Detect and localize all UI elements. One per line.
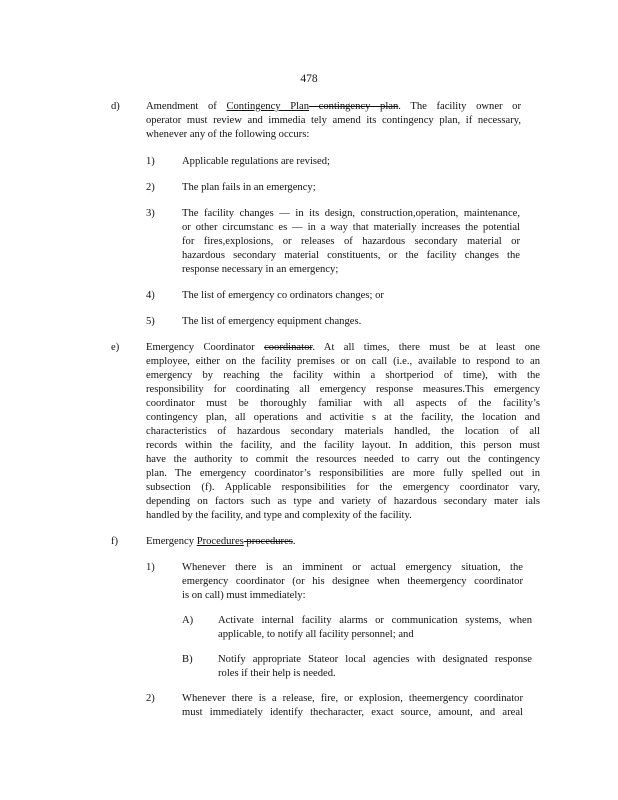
item-f-2: [182, 692, 523, 720]
paragraph-e-line: depending on factors such as type and variety of hazardous secondary mater ials: [146, 496, 540, 507]
item-d-3-line: hazardous secondary material constituents, or the facility changes the: [182, 250, 520, 261]
paragraph-e-line: emergency by reaching the facility within a shortperiod of time), with the: [146, 370, 540, 381]
item-label-d: d): [111, 101, 120, 112]
paragraph-e-line: contingency plan, all operations and activitie s at the facility, the location and: [146, 412, 540, 423]
subitem-label-b: B): [182, 654, 193, 665]
item-f-1-line: Whenever there is an imminent or actual emergency situation, the: [182, 562, 523, 573]
page-number: 478: [300, 73, 318, 85]
paragraph-e: [146, 341, 540, 523]
item-label-f: f): [111, 536, 119, 547]
item-f-2-line: must immediately identify thecharacter, exact source, amount, and areal: [182, 707, 523, 718]
item-label-d-3: 3): [146, 208, 155, 219]
paragraph-d: [146, 100, 521, 142]
paragraph-e-line: responsibility for coordinating all emergency response measures.This emergency: [146, 384, 540, 395]
paragraph-f-heading: Emergency Procedures procedures.: [146, 536, 296, 547]
item-d-5-line: The list of emergency equipment changes.: [182, 316, 362, 327]
item-f-1: [182, 561, 523, 603]
subitem-b-line: Notify appropriate Stateor local agencies with designated response: [218, 654, 532, 665]
subitem-a-line: applicable, to notify all facility personnel; and: [218, 629, 414, 640]
item-label-d-5: 5): [146, 316, 155, 327]
item-f-1-line: is on call) must immediately:: [182, 590, 306, 601]
item-d-1-line: Applicable regulations are revised;: [182, 156, 330, 167]
subitem-a-line: Activate internal facility alarms or communication systems, when: [218, 615, 532, 626]
item-label-d-1: 1): [146, 156, 155, 167]
item-d-2: [182, 181, 316, 195]
item-label-d-2: 2): [146, 182, 155, 193]
item-d-4: [182, 289, 384, 303]
paragraph-e-line: characteristics of hazardous secondary materials handled, the location of all: [146, 426, 540, 437]
subitem-label-a: A): [182, 615, 194, 626]
paragraph-d-line-2: operator must review and immedia tely amend its contingency plan, if necessary,: [146, 115, 521, 126]
paragraph-e-line: subsection (f). Applicable responsibilities for the emergency coordinator vary,: [146, 482, 540, 493]
paragraph-d-line-1: Amendment of Contingency Plan contingency plan. The facility owner or: [146, 101, 521, 112]
item-f-2-line: Whenever there is a release, fire, or explosion, theemergency coordinator: [182, 693, 523, 704]
paragraph-e-line: records within the facility, and the facility layout. In addition, this person must: [146, 440, 540, 451]
paragraph-e-line-1: Emergency Coordinator coordinator. At all times, there must be at least one: [146, 342, 540, 353]
paragraph-e-line: employee, either on the facility premises or on call (i.e., available to respond to an: [146, 356, 540, 367]
paragraph-e-line: coordinator must be thoroughly familiar with all aspects of the facility’s: [146, 398, 540, 409]
subitem-a: [218, 614, 532, 642]
item-f-1-line: emergency coordinator (or his designee when theemergency coordinator: [182, 576, 523, 587]
item-d-3-line: response necessary in an emergency;: [182, 264, 339, 275]
paragraph-f: [146, 535, 296, 549]
item-label-d-4: 4): [146, 290, 155, 301]
item-label-e: e): [111, 342, 120, 353]
paragraph-e-line: have the authority to commit the resources needed to carry out the contingency: [146, 454, 540, 465]
item-d-3-line: for fires,explosions, or releases of hazardous secondary material or: [182, 236, 520, 247]
item-d-4-line: The list of emergency co ordinators changes; or: [182, 290, 384, 301]
paragraph-e-line: handled by the facility, and type and complexity of the facility.: [146, 510, 412, 521]
paragraph-e-line: plan. The emergency coordinator’s responsibilities are more fully spelled out in: [146, 468, 540, 479]
item-d-5: [182, 315, 361, 329]
subitem-b-line: roles if their help is needed.: [218, 668, 336, 679]
item-d-3-line: The facility changes — in its design, construction,operation, maintenance,: [182, 208, 520, 219]
paragraph-d-line-3: whenever any of the following occurs:: [146, 129, 310, 140]
item-label-f-1: 1): [146, 562, 155, 573]
item-d-2-line: The plan fails in an emergency;: [182, 182, 316, 193]
item-label-f-2: 2): [146, 693, 155, 704]
subitem-b: [218, 653, 532, 681]
item-d-1: [182, 155, 330, 169]
item-d-3: [182, 207, 520, 277]
item-d-3-line: or other circumstanc es — in a way that materially increases the potential: [182, 222, 520, 233]
